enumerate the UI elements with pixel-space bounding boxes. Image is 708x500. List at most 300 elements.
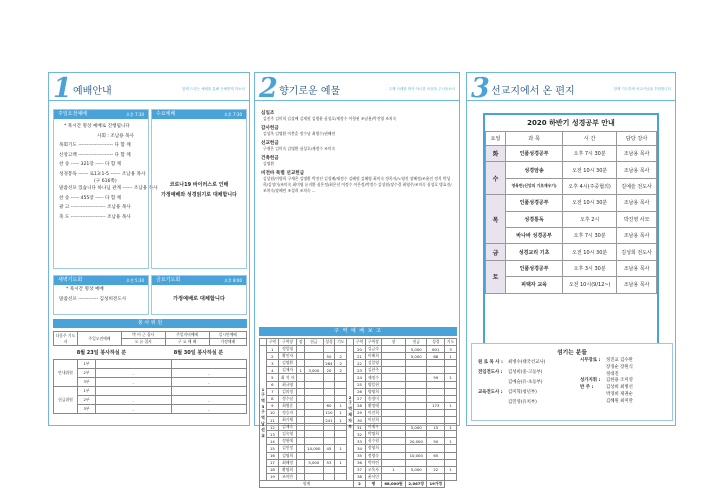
table-cell: 정승자 — [278, 409, 297, 416]
day-cell: 목 — [486, 195, 506, 244]
table-cell — [427, 395, 445, 402]
table-cell — [406, 409, 427, 416]
table-header-row — [260, 339, 457, 346]
teacher-cell: 조남용 목사 — [617, 146, 657, 162]
table-cell — [297, 395, 305, 402]
day-cell: 토 — [486, 260, 506, 293]
section-bar — [54, 276, 148, 285]
table-cell: - — [96, 378, 172, 387]
group-label: 1구역 3구역 남선교 — [260, 346, 267, 481]
table-cell: - — [171, 369, 247, 378]
table-cell: 264 — [323, 360, 335, 367]
table-header: 과 목 — [506, 132, 563, 146]
servants-right — [580, 358, 633, 406]
servant-name: 김성희(중·고등부) — [508, 370, 543, 375]
subject-cell: 피택자 교육 — [506, 277, 563, 293]
table-cell: 김명환 — [278, 360, 297, 367]
table-cell: 주일저녁예배 — [165, 332, 209, 339]
subject-cell: 영육반(신앙의 기초재우기) — [506, 178, 563, 194]
table-header-row — [486, 132, 657, 146]
table-cell: 김시안예배 — [209, 332, 246, 339]
table-cell: - — [96, 396, 172, 405]
section-bar — [152, 276, 246, 285]
table-cell — [297, 402, 305, 409]
table-cell: 송정미 — [365, 395, 381, 402]
table-cell — [445, 445, 457, 452]
schedule-row — [486, 211, 657, 227]
table-cell: 1 — [445, 353, 457, 360]
table-row — [260, 466, 457, 473]
section-time: 오후 7:30 — [224, 112, 242, 117]
table-cell — [381, 424, 405, 431]
notice-line: 코로나19 바이러스로 인해 — [169, 182, 229, 188]
total-cell: 19가정 — [427, 480, 445, 487]
time-cell: 오후 4시(주중협의) — [563, 178, 617, 194]
service-line: 사회 : 조남용 목사 — [97, 133, 134, 139]
notice-text: 가정예배로 대체합니다 — [173, 296, 225, 302]
table-cell: 구 요 예 배 — [165, 339, 209, 346]
table-row — [260, 459, 457, 466]
table-cell: 68 — [427, 353, 445, 360]
table-cell: 60 — [323, 402, 335, 409]
panel-subtitle: 함께 기도하며 선교사님을 후원합니다 — [613, 87, 671, 91]
table-cell — [305, 353, 324, 360]
table-cell — [406, 445, 427, 452]
servant-row — [478, 358, 545, 368]
servant-name: 김혜원 최미란 — [606, 398, 633, 404]
table-cell: - — [96, 405, 172, 414]
offering-heading: 비전바 특별 선교헌금 — [261, 171, 305, 176]
table-cell: 5,000 — [406, 353, 427, 360]
date-label: 8월 23일 봉사하실 분 — [76, 350, 127, 356]
table-cell: 24 — [354, 374, 366, 381]
offering-heading: 십일조 — [261, 111, 275, 116]
time-cell: 오전 10시 30분 — [563, 244, 617, 260]
panel-subtitle: 함께 드리는 예배를 통해 은혜받게 하소서 — [181, 87, 245, 91]
schedule-row — [486, 146, 657, 162]
table-cell — [335, 388, 347, 395]
table-cell: 9 — [267, 402, 279, 409]
servants-box — [471, 343, 673, 421]
table-cell — [381, 367, 405, 374]
table-cell: 19 — [267, 473, 279, 480]
table-cell — [445, 360, 457, 367]
offering-names: 김진주 김미희 김상배 김재원 김병윤 심성호/제정수 이형권 조남용/박진영 조치숙 — [263, 116, 397, 121]
table-cell: 2부 — [78, 369, 96, 378]
table-cell — [427, 459, 445, 466]
table-cell — [297, 459, 305, 466]
table-header: 구역 — [354, 339, 366, 346]
table-cell: 정수남 — [278, 395, 297, 402]
table-cell: 최해정 — [278, 459, 297, 466]
table-cell: - — [171, 405, 247, 414]
offering-names: 김상원/이병희 구재은 김명환 박진선 김성배/제정수 김혜원 김혜영 최미숙 정옥자/노영진 장혜정/조윤진 정석 박성희/김성미/조미숙 최미영 유지환 심은정/최은선 이정수 이은정/박정수 김상원/장수경 최영주/조미숙 심성호 방효진/조치숙/장혜린 조성희 조치숙 ... — [263, 176, 452, 193]
table-cell: 최 석 자 — [278, 374, 297, 381]
table-cell — [335, 466, 347, 473]
table-cell — [335, 438, 347, 445]
teacher-cell: 김성희 전도사 — [617, 244, 657, 260]
table-row — [260, 381, 457, 388]
table-cell — [427, 431, 445, 438]
table-cell: 5,000 — [406, 346, 427, 353]
table-cell: 1 — [267, 346, 279, 353]
table-cell: 이해희 — [365, 353, 381, 360]
table-cell: 13 — [267, 431, 279, 438]
table-cell — [406, 459, 427, 466]
table-cell — [297, 473, 305, 480]
table-cell: 김재자 — [278, 367, 297, 374]
table-header: 장 — [381, 339, 405, 346]
table-cell — [305, 388, 324, 395]
table-cell — [305, 381, 324, 388]
table-cell — [305, 402, 324, 409]
table-cell: 32 — [354, 431, 366, 438]
subject-cell: 성경교리 기초 — [506, 244, 563, 260]
table-cell — [445, 388, 457, 395]
table-row — [260, 367, 457, 374]
table-cell: 최규영 — [278, 381, 297, 388]
table-cell: 박미련 — [365, 459, 381, 466]
table-cell — [335, 431, 347, 438]
table-cell: 박명희 — [365, 431, 381, 438]
table-cell: 37 — [354, 466, 366, 473]
table-cell — [297, 445, 305, 452]
table-cell: 30 — [354, 417, 366, 424]
subject-cell: 성경암송 — [506, 162, 563, 178]
table-cell: 173 — [427, 402, 445, 409]
table-header: 담당 강사 — [617, 132, 657, 146]
table-row — [54, 378, 247, 387]
table-header: 요일 — [486, 132, 506, 146]
table-cell — [427, 445, 445, 452]
table-cell: 50 — [323, 353, 335, 360]
table-cell — [171, 387, 247, 396]
table-cell — [297, 353, 305, 360]
table-row — [54, 405, 247, 414]
table-cell: 이선희 — [365, 417, 381, 424]
table-row — [260, 346, 457, 353]
table-cell: 29 — [354, 409, 366, 416]
table-cell: 박 이 근 집사 — [121, 332, 165, 339]
servant-name: 김미혁(청년부) — [508, 390, 537, 395]
servant-name: 장경순 장원식 — [606, 364, 633, 370]
table-cell — [381, 459, 405, 466]
servants-title: 섬기는 분들 — [556, 350, 588, 356]
table-cell — [297, 424, 305, 431]
table-cell: 25 — [354, 381, 366, 388]
table-cell — [381, 402, 405, 409]
table-cell — [335, 473, 347, 480]
group-label: 헌금위원 — [54, 387, 78, 414]
section-title: 구 역 예 배 보 고 — [259, 327, 457, 336]
table-cell — [335, 452, 347, 459]
table-cell: 1 — [445, 424, 457, 431]
date-row — [53, 349, 247, 356]
table-cell — [335, 381, 347, 388]
table-cell: 제정수 — [365, 374, 381, 381]
table-cell: 최기채 — [278, 417, 297, 424]
table-cell: 53 — [323, 459, 335, 466]
table-cell: 4 — [267, 367, 279, 374]
table-cell — [335, 346, 347, 353]
table-cell — [381, 374, 405, 381]
table-cell: - — [96, 369, 172, 378]
servant-role: 성가지휘 : — [580, 378, 601, 384]
table-cell: 김찬주 — [365, 367, 381, 374]
table-cell: 22 — [354, 360, 366, 367]
table-cell — [297, 346, 305, 353]
table-cell — [427, 409, 445, 416]
table-cell: 1부 — [78, 360, 96, 369]
table-cell: 정영숙 — [365, 452, 381, 459]
table-cell: 3 — [267, 360, 279, 367]
service-line: 말씀선포 있습니다 하나님 관계 ------ 조남용 목사 — [59, 186, 158, 191]
panel-subtitle: 주께 사례를 받지 아니한 마음을 주시옵소서 — [388, 87, 455, 91]
table-cell: 윤서민 — [365, 473, 381, 480]
servant-name: 박경희 제권순 — [606, 391, 633, 397]
table-cell: 5,000 — [305, 459, 324, 466]
servant-row — [478, 368, 545, 378]
service-line: 광 고 --------------------- 조남용 목사 — [59, 205, 131, 210]
table-cell — [445, 417, 457, 424]
prayer-line: * 묵시간 명상 예배 — [66, 287, 104, 292]
table-cell: 1 — [445, 466, 457, 473]
section-time: 오후 7:30 — [126, 112, 144, 117]
table-cell: 33 — [354, 438, 366, 445]
table-cell — [381, 395, 405, 402]
table-cell — [305, 438, 324, 445]
table-cell — [406, 395, 427, 402]
table-cell: 1 — [445, 374, 457, 381]
servant-row — [580, 385, 633, 392]
servant-role: 반 주 : — [580, 385, 594, 391]
total-cell: 명 — [365, 480, 381, 487]
volunteer-table — [53, 331, 247, 346]
table-cell — [297, 466, 305, 473]
table-cell — [260, 339, 267, 346]
table-header: 기도 — [335, 339, 347, 346]
teacher-cell: 조남용 목사 — [617, 195, 657, 211]
table-cell — [381, 388, 405, 395]
table-cell — [381, 381, 405, 388]
table-cell — [297, 409, 305, 416]
table-cell: 20 — [323, 367, 335, 374]
teacher-cell: 김예슬 전도사 — [617, 178, 657, 194]
table-cell: 김명희 — [278, 452, 297, 459]
table-cell: 조미란 — [278, 473, 297, 480]
table-row — [260, 374, 457, 381]
table-cell — [427, 388, 445, 395]
group-label: 2구역 제자부 — [347, 346, 354, 481]
table-header: 구역장 — [278, 339, 297, 346]
table-header: 시 간 — [563, 132, 617, 146]
panel-title: 선교지에서 온 편지 — [491, 86, 575, 97]
table-cell — [406, 381, 427, 388]
teacher-cell: 조남용 목사 — [617, 162, 657, 178]
table-cell — [323, 395, 335, 402]
table-cell — [323, 424, 335, 431]
table-cell — [381, 417, 405, 424]
table-row — [260, 431, 457, 438]
table-cell — [445, 367, 457, 374]
table-cell — [381, 353, 405, 360]
dawn-prayer-box — [53, 275, 149, 315]
table-cell: 5,000 — [406, 466, 427, 473]
table-cell: 27 — [354, 395, 366, 402]
servant-row — [580, 399, 633, 406]
table-cell — [323, 473, 335, 480]
table-cell — [427, 417, 445, 424]
table-cell: 38 — [354, 473, 366, 480]
table-header: 구역 — [267, 339, 279, 346]
table-cell — [323, 346, 335, 353]
total-cell: 2 — [354, 480, 366, 487]
servant-name: 정대진 — [606, 371, 619, 377]
table-header: 성경 — [323, 339, 335, 346]
servant-row — [580, 392, 633, 399]
day-cell: 금 — [486, 244, 506, 260]
section-bar — [54, 110, 148, 119]
table-cell: 김재숙 — [278, 424, 297, 431]
service-line: (구 616쪽) — [94, 179, 117, 184]
main-worship-box — [53, 109, 158, 269]
time-cell: 오후 2시 — [563, 211, 617, 227]
table-cell: 김의정 — [278, 388, 297, 395]
table-cell — [427, 367, 445, 374]
panel-header — [49, 73, 249, 104]
section-title: 봉 사 위 원 — [53, 319, 247, 328]
table-cell — [305, 395, 324, 402]
table-cell — [406, 417, 427, 424]
table-cell: 22 — [427, 466, 445, 473]
section-title: 새벽기도회 — [58, 277, 83, 283]
service-volunteers — [53, 319, 247, 414]
table-cell: 황정애 — [365, 402, 381, 409]
table-cell: 5,000 — [406, 424, 427, 431]
servant-role: 교육전도사 : — [478, 390, 503, 395]
servant-role: 전임전도사 : — [478, 370, 503, 375]
worship-guide-panel — [48, 72, 250, 426]
table-cell: 황인자 — [278, 353, 297, 360]
table-cell — [305, 409, 324, 416]
table-cell — [406, 374, 427, 381]
table-cell: - — [171, 396, 247, 405]
table-cell — [381, 360, 405, 367]
table-cell: 김금숙 — [365, 346, 381, 353]
missionary-panel — [466, 72, 676, 426]
panel-header — [467, 73, 675, 104]
teacher-cell: 조남용 목사 — [617, 260, 657, 276]
day-cell: 화 — [486, 146, 506, 162]
table-cell: 심수원 — [365, 438, 381, 445]
table-cell: 10,000 — [406, 452, 427, 459]
prayer-line: 말씀선포 ------------ 김성희전도사 — [59, 296, 127, 302]
table-cell — [305, 424, 324, 431]
table-cell: 1 — [335, 445, 347, 452]
table-cell: 1 — [335, 402, 347, 409]
table-cell — [381, 445, 405, 452]
panel-number: 1 — [53, 73, 72, 104]
service-line: 성경봉독 ------ 로13:1-5 ------ 조남용 목사 — [59, 171, 146, 177]
servant-name: 김민영(유치부) — [508, 400, 537, 405]
notice-line: 가정예배와 성경읽기로 대체합니다 — [161, 192, 237, 198]
table-cell: 2 — [267, 353, 279, 360]
table-cell: 35 — [354, 452, 366, 459]
offering-list — [261, 107, 453, 194]
service-line: * 묵시간 명상 예배로 진행됩니다 — [64, 124, 130, 129]
table-cell: 20,000 — [406, 438, 427, 445]
table-cell: 2 — [335, 353, 347, 360]
table-cell: 다음주 기도자 — [54, 332, 78, 346]
table-row — [54, 369, 247, 378]
table-cell: 2 — [335, 360, 347, 367]
total-cell: 2,067장 — [406, 480, 427, 487]
time-cell: 오전 10시 30분 — [563, 195, 617, 211]
total-cell: 68,000원 — [381, 480, 405, 487]
servant-row — [580, 365, 633, 372]
schedule-row — [486, 244, 657, 260]
schedule-table — [485, 131, 657, 294]
table-cell — [445, 431, 457, 438]
subject-cell: 성경통독 — [506, 211, 563, 227]
group-label: 안내위원 — [54, 360, 78, 387]
table-cell: 3,000 — [305, 367, 324, 374]
table-cell — [445, 473, 457, 480]
time-cell: 오전 10시(9/12~) — [563, 277, 617, 293]
table-row — [54, 360, 247, 369]
table-row — [260, 395, 457, 402]
table-row — [54, 396, 247, 405]
table-row — [260, 445, 457, 452]
table-cell: 최병준 — [278, 402, 297, 409]
offering-heading: 감사헌금 — [261, 126, 279, 131]
time-cell: 오후 7시 30분 — [563, 227, 617, 243]
teacher-cell: 조남용 목사 — [617, 277, 657, 293]
table-cell: 이진희 — [365, 409, 381, 416]
table-row — [260, 402, 457, 409]
table-cell: 15 — [267, 445, 279, 452]
offering-names: 김성옥 김명환 이봉훈 정수남 최병수/권혜연 — [263, 131, 336, 136]
date-label: 8월 30일 봉사하실 분 — [173, 350, 224, 356]
schedule-title: 2020 하반기 성경공부 안내 — [527, 119, 615, 127]
teacher-cell: 박진영 사모 — [617, 211, 657, 227]
table-cell: 김일영 — [365, 360, 381, 367]
service-line: 찬 송 ----- 321장 ----- 다 함 께 — [59, 162, 122, 167]
table-cell — [381, 409, 405, 416]
table-cell: 7 — [267, 388, 279, 395]
table-cell: 3부 — [78, 378, 96, 387]
volunteer-groups-table — [53, 359, 247, 414]
table-cell — [297, 374, 305, 381]
table-cell: 36 — [354, 459, 366, 466]
table-cell: 20 — [354, 346, 366, 353]
table-header: 장 — [298, 339, 303, 345]
table-row — [260, 424, 457, 431]
table-cell — [406, 367, 427, 374]
section-time: 오후 8:00 — [224, 278, 242, 283]
table-cell: 1 — [445, 438, 457, 445]
table-cell — [323, 431, 335, 438]
subject-cell: 인품성경공부 — [506, 260, 563, 276]
table-cell — [347, 339, 354, 346]
time-cell: 오후 3시 30분 — [563, 260, 617, 276]
servant-name: 김상희 최병선 — [606, 385, 633, 391]
table-cell — [406, 473, 427, 480]
table-cell: 34 — [354, 445, 366, 452]
table-header: 기도 — [445, 339, 457, 346]
table-cell — [297, 431, 305, 438]
table-cell: 정원애 — [278, 438, 297, 445]
